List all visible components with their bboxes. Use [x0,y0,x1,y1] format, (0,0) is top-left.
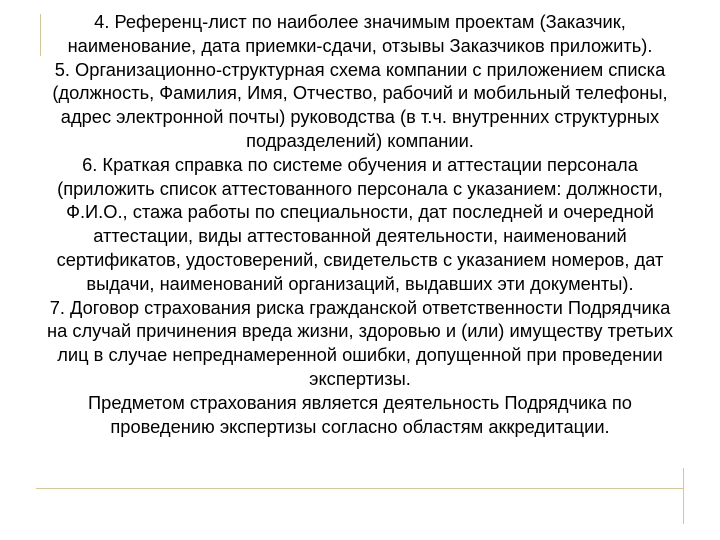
frame-right-line [683,468,684,524]
paragraph-insurance-subject: Предметом страхования является деятельность Подрядчика по проведению экспертизы согласно областям аккредитации. [88,391,632,437]
slide-body [38,10,682,438]
frame-bottom-line [36,488,684,489]
paragraph-insurance-contract: 7. Договор страхования риска гражданской ответственности Подрядчика на случай причинения вреда жизни, здоровью и (или) имуществу третьих лиц в случае непреднамеренной ошибки, допущенной при проведении экспертизы. [46,296,674,389]
paragraph-training-certification: 6. Краткая справка по системе обучения и аттестации персонала (приложить список аттестованного персонала с указанием: должности, Ф.И.О., стажа работы по специальности, дат последней и очередной аттестации, виды аттестованной деятельности, наименований сертификатов, удостоверений, свидетельств с указанием номеров, дат выдачи, наименований организаций, выдавших эти документы). [56,153,664,294]
paragraph-reference-list: 4. Референц-лист по наиболее значимым проектам (Заказчик, наименование, дата приемки-сдачи, отзывы Заказчиков приложить). [67,11,653,56]
paragraph-org-structure: 5. Организационно-структурная схема компании с приложением списка (должность, Фамилия, Имя, Отчество, рабочий и мобильный телефоны, адрес электронной почты) руководства (в т.ч. внутренних структурных подразделений) компании. [52,58,668,151]
